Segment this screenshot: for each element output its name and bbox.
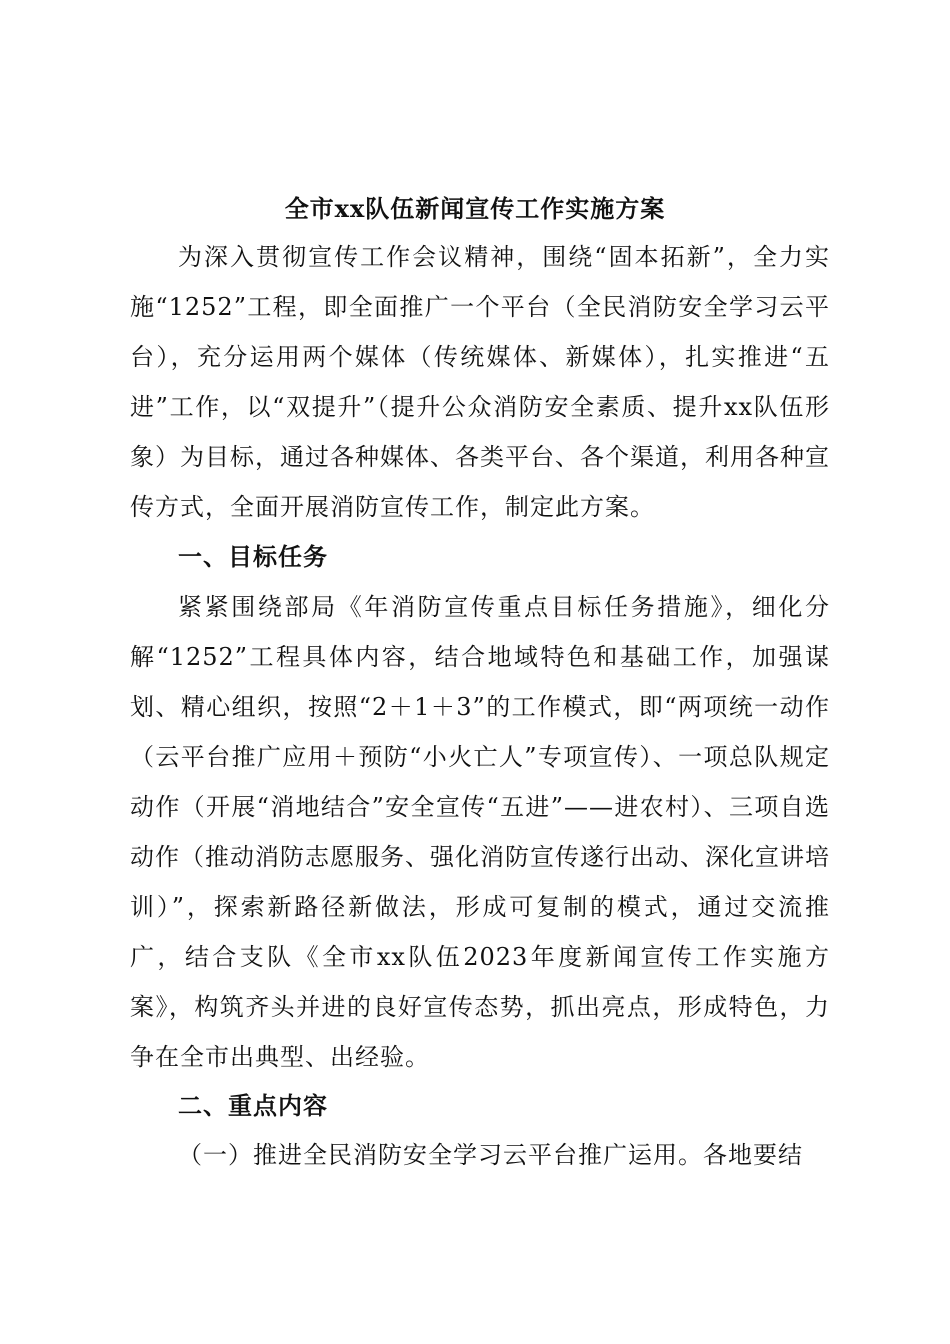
intro-paragraph: 为深入贯彻宣传工作会议精神，围绕“固本拓新”，全力实施“1252”工程，即全面推广一个平台（全民消防安全学习云平台），充分运用两个媒体（传统媒体、新媒体），扎实推进“五进”工作，以“双提升”（提升公众消防安全素质、提升xx队伍形象）为目标，通过各种媒体、各类平台、各个渠道，利用各种宣传方式，全面开展消防宣传工作，制定此方案。	[130, 243, 830, 521]
goals-paragraph: 紧紧围绕部局《年消防宣传重点目标任务措施》，细化分解“1252”工程具体内容，结合地域特色和基础工作，加强谋划、精心组织，按照“2＋1＋3”的工作模式，即“两项统一动作（云平台推广应用＋预防“小火亡人”专项宣传）、一项总队规定动作（开展“消地结合”安全宣传“五进”——进农村）、三项自选动作（推动消防志愿服务、强化消防宣传遂行出动、深化宣讲培训）”，探索新路径新做法，形成可复制的模式，通过交流推广，结合支队《全市xx队伍2023年度新闻宣传工作实施方案》，构筑齐头并进的良好宣传态势，抓出亮点，形成特色，力争在全市出典型、出经验。	[130, 593, 830, 1071]
document-title: 全市xx队伍新闻宣传工作实施方案	[284, 194, 666, 223]
section-heading-key-content: 二、重点内容	[178, 1091, 328, 1120]
section-heading-goals: 一、目标任务	[178, 542, 328, 571]
key-content-paragraph: （一）推进全民消防安全学习云平台推广运用。各地要结	[178, 1141, 803, 1169]
